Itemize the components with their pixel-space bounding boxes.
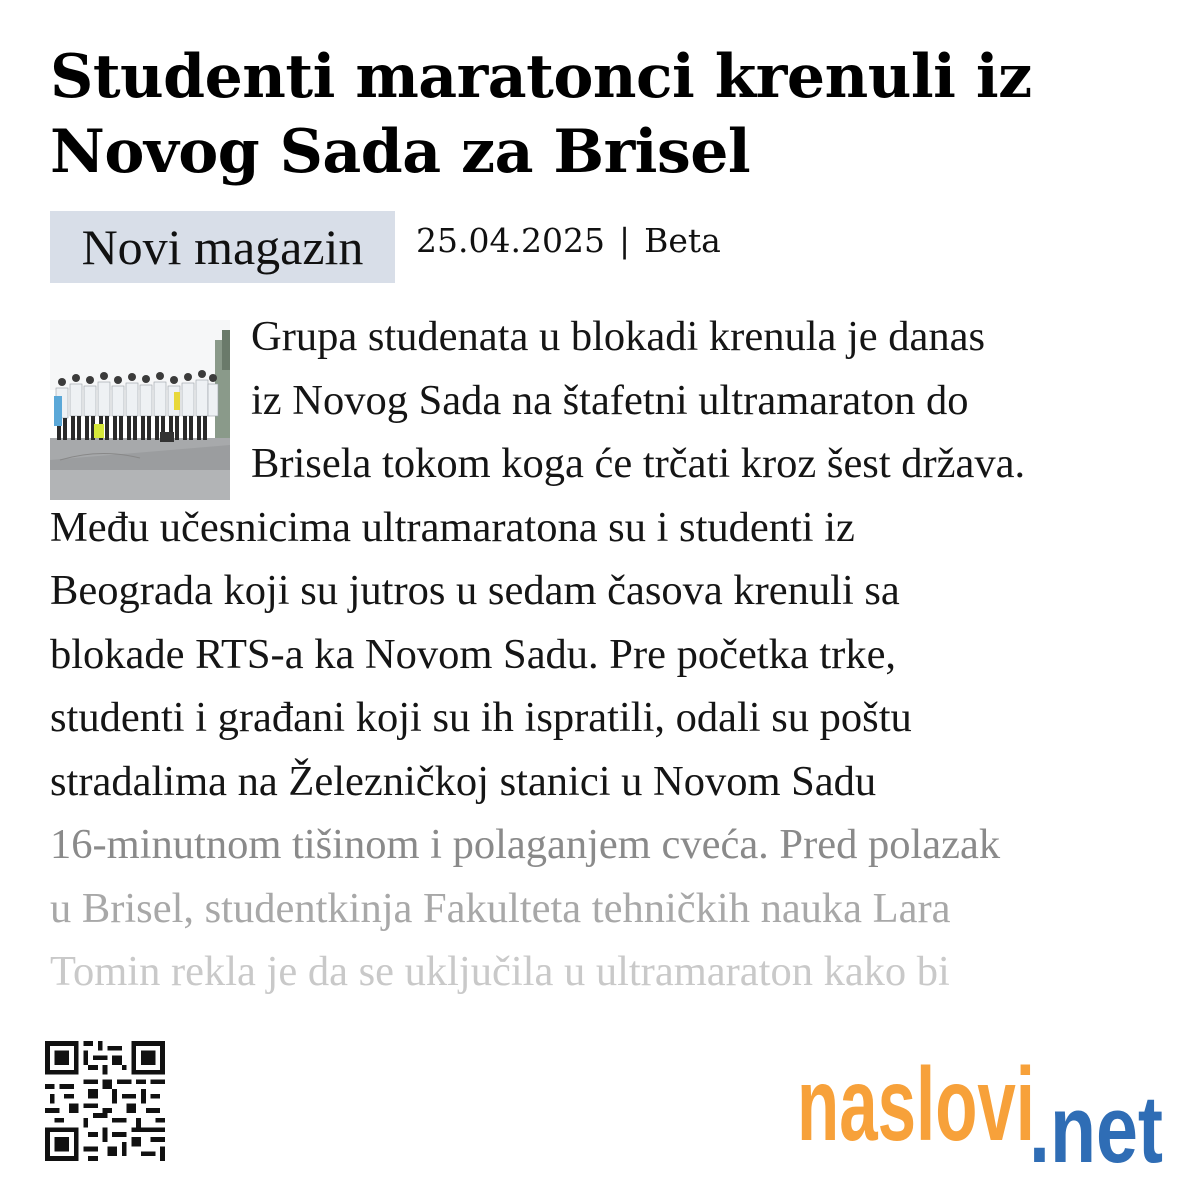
body-line: iz Novog Sada na štafetni ultramaraton do — [251, 376, 969, 424]
logo-main-text: naslovi — [797, 1052, 1035, 1163]
body-line: u Brisel, studentkinja Fakulteta tehničkih nauka Lara — [50, 884, 951, 932]
meta-line — [416, 221, 721, 260]
article-body — [50, 305, 1160, 1004]
body-line: blokade RTS-a ka Novom Sadu. Pre početka trke, — [50, 630, 897, 678]
body-line: Beograda koji su jutros u sedam časova krenuli sa — [50, 567, 900, 614]
qr-code-icon[interactable] — [45, 1038, 165, 1164]
body-line: stradalima na Železničkoj stanici u Novom Sadu — [50, 757, 877, 805]
body-line: 16-minutnom tišinom i polaganjem cveća. Pred polazak — [50, 821, 1001, 868]
logo-suffix-text: .net — [1029, 1076, 1163, 1170]
body-line: Među učesnicima ultramaratona su i studenti iz — [50, 503, 855, 551]
body-line: studenti i građani koji su ih ispratili, odali su poštu — [50, 694, 912, 741]
article-agency: Beta — [644, 221, 721, 260]
naslovi-logo[interactable] — [797, 1052, 1167, 1170]
article-title: Studenti maratonci krenuli iz Novog Sada za Brisel — [50, 42, 1032, 187]
article-date: 25.04.2025 — [416, 221, 605, 260]
body-line: Tomin rekla je da se uključila u ultramaraton kako bi — [50, 948, 950, 995]
source-badge[interactable]: Novi magazin — [50, 211, 395, 283]
body-line: Brisela tokom koga će trčati kroz šest država. — [251, 440, 1026, 487]
meta-separator: | — [618, 221, 631, 260]
body-line: Grupa studenata u blokadi krenula je danas — [251, 313, 986, 360]
article-meta — [50, 211, 1160, 283]
